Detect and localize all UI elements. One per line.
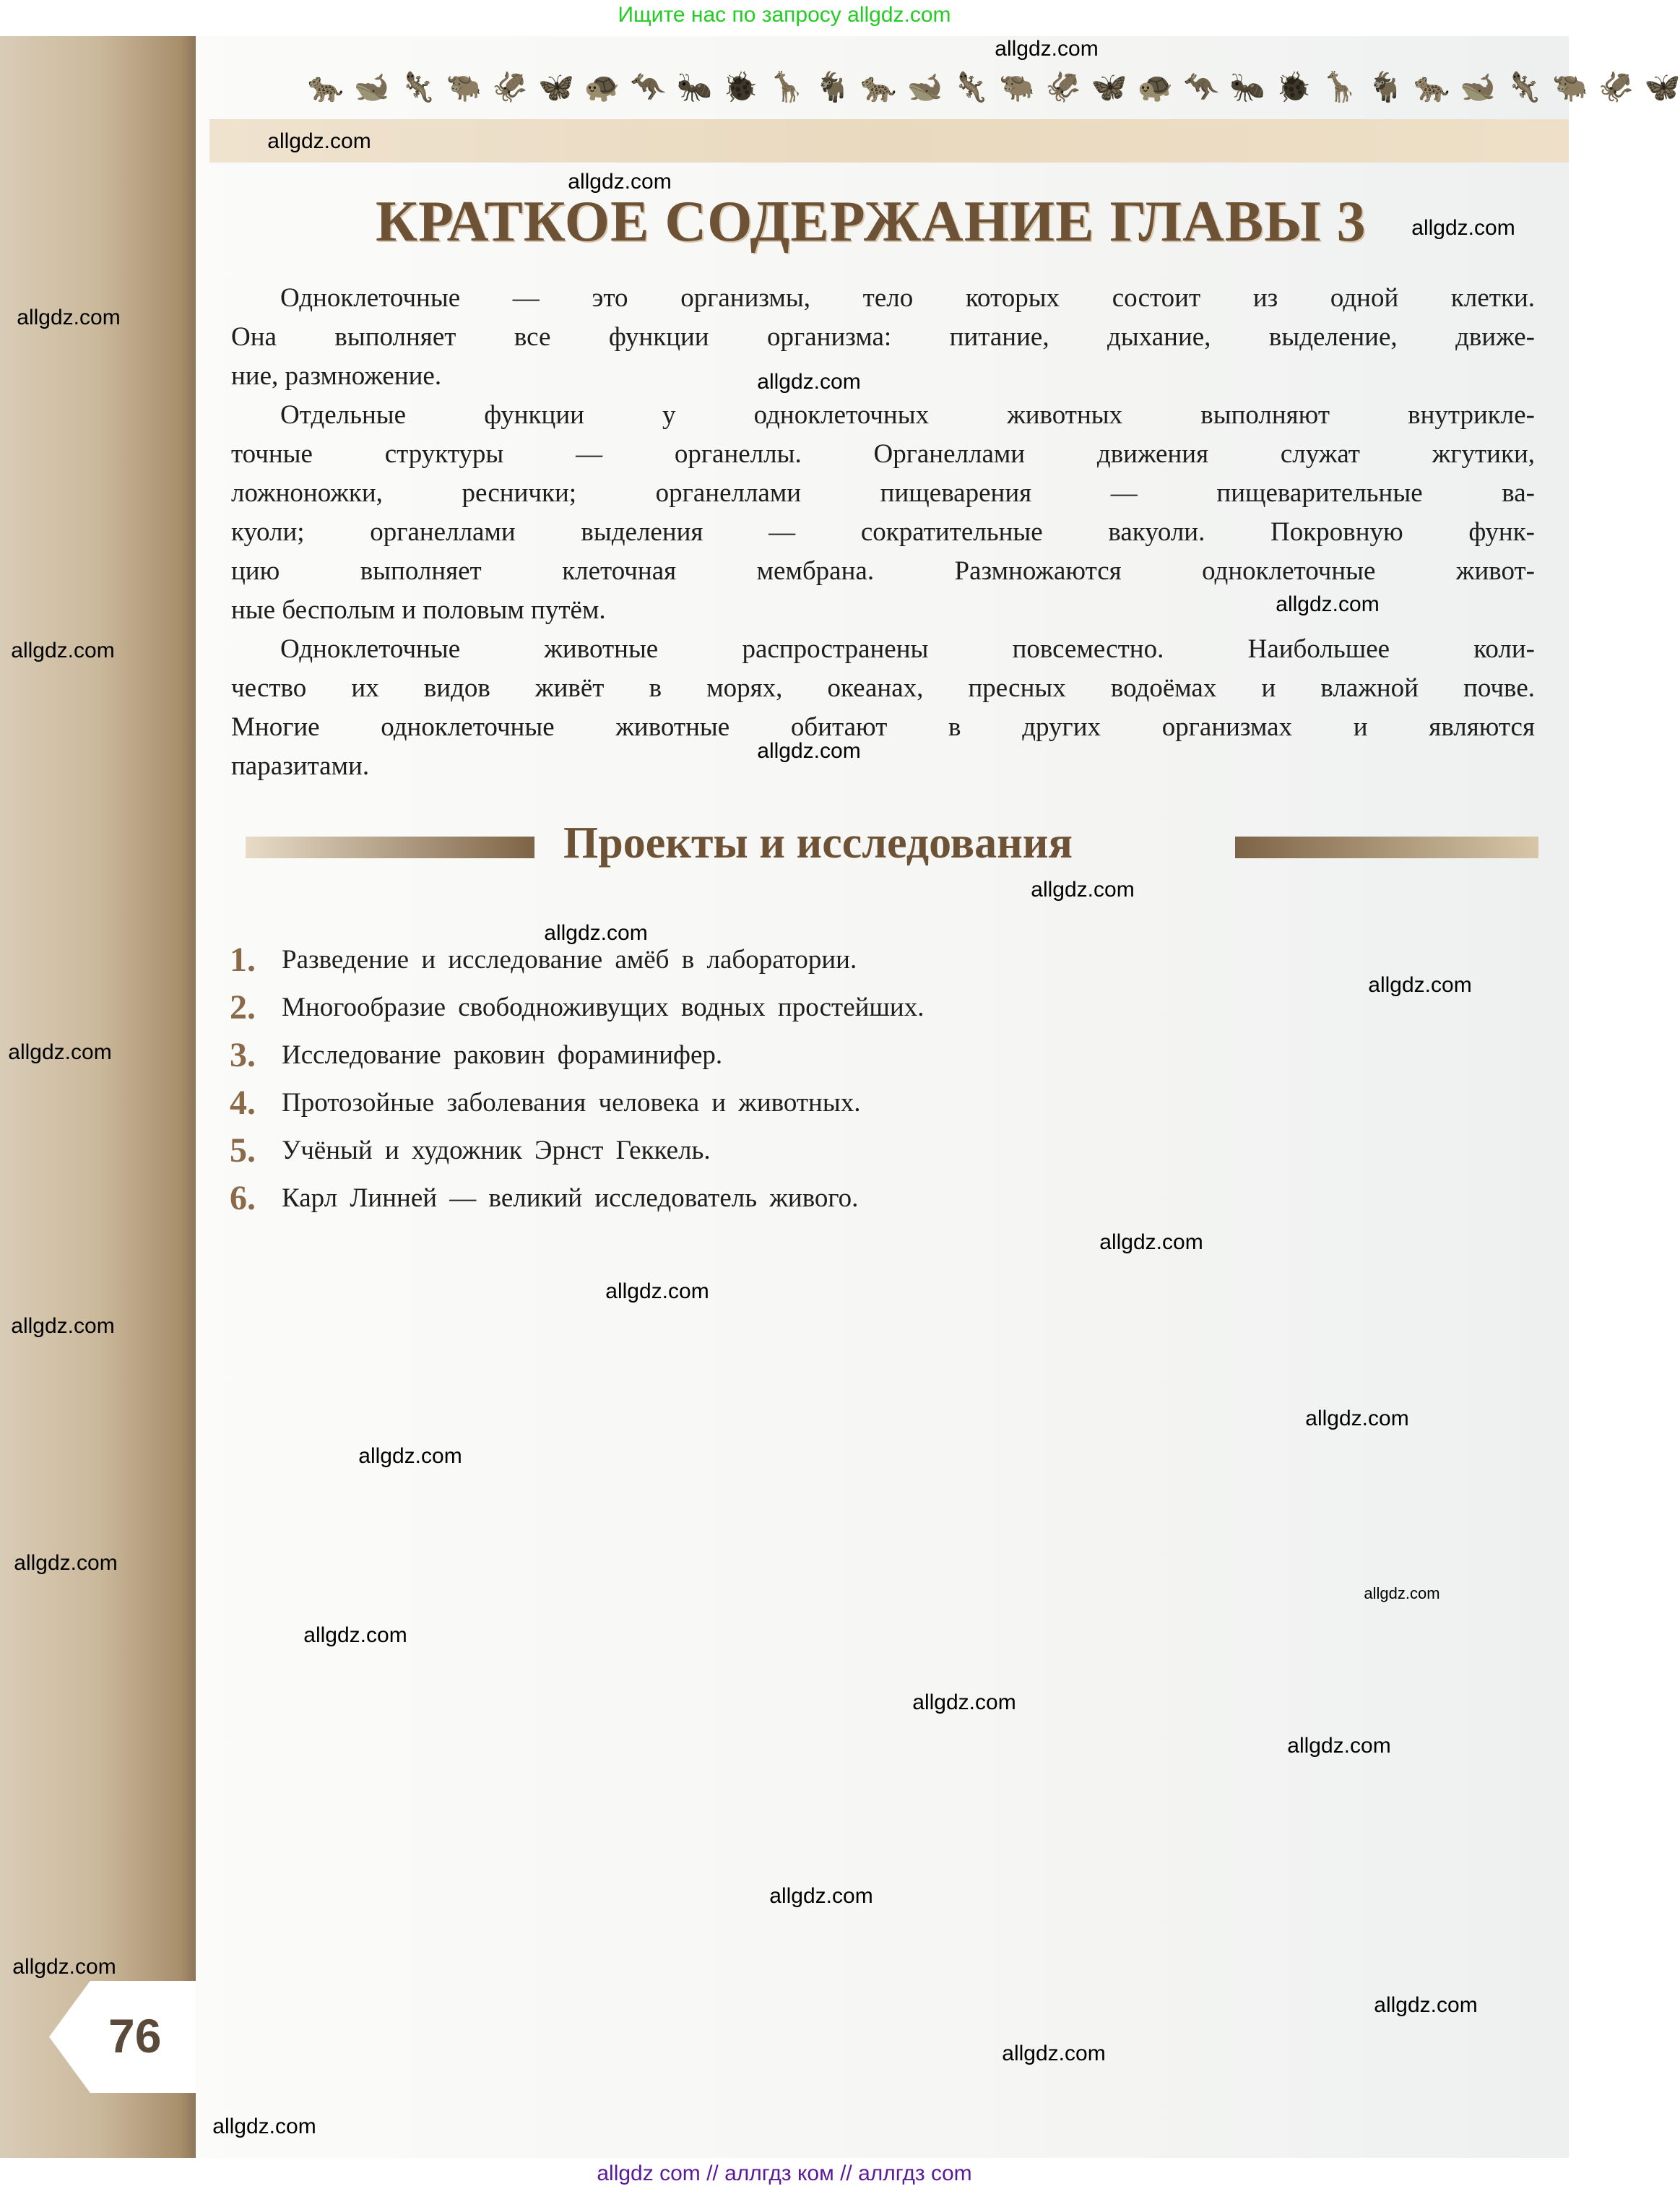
- watermark: allgdz.com: [1287, 1734, 1391, 1758]
- chapter-summary-title: КРАТКОЕ СОДЕРЖАНИЕ ГЛАВЫ 3: [376, 190, 1367, 254]
- text-line: точные структуры — органеллы. Органеллами движения служат жгутики,: [231, 439, 1535, 469]
- watermark: allgdz.com: [212, 2115, 316, 2138]
- animal-icon: 🦋: [1644, 71, 1680, 103]
- watermark: allgdz.com: [995, 37, 1099, 61]
- animal-icon: 🦎: [1506, 71, 1542, 103]
- watermark: allgdz.com: [757, 739, 861, 763]
- item-text: Многообразие свободноживущих водных простейших.: [282, 992, 925, 1022]
- text-line: Многие одноклеточные животные обитают в других организмах и являются: [231, 712, 1535, 742]
- decorative-bar: [1235, 837, 1538, 858]
- text-line: Одноклеточные — это организмы, тело которых состоит из одной клетки.: [280, 283, 1535, 313]
- watermark: allgdz.com: [1002, 2042, 1106, 2065]
- text-line: цию выполняет клеточная мембрана. Размножаются одноклеточные живот-: [231, 556, 1535, 586]
- text-line: куоли; органеллами выделения — сократительные вакуоли. Покровную функ-: [231, 517, 1535, 547]
- item-text: Учёный и художник Эрнст Геккель.: [282, 1135, 711, 1165]
- animal-icon: 🦘: [1183, 71, 1220, 103]
- watermark: allgdz.com: [12, 1955, 116, 1979]
- list-item: [230, 1079, 924, 1126]
- item-text: Протозойные заболевания человека и животных.: [282, 1087, 861, 1118]
- text-line: Она выполняет все функции организма: питание, дыхание, выделение, движе-: [231, 322, 1535, 352]
- page-margin-strip: [0, 36, 196, 2158]
- text-line: чество их видов живёт в морях, океанах, пресных водоёмах и влажной почве.: [231, 673, 1535, 703]
- text-line: ные бесполым и половым путём.: [231, 595, 606, 625]
- animal-icon: 🦋: [538, 71, 574, 103]
- item-number: 5.: [230, 1131, 256, 1170]
- animal-icon: 🦎: [953, 71, 990, 103]
- animal-icon: 🐃: [446, 71, 482, 103]
- watermark: allgdz.com: [1364, 1584, 1440, 1602]
- animal-icon: 🦘: [630, 71, 667, 103]
- bottom-links: allgdz com // аллгдз ком // аллгдз com: [597, 2161, 972, 2185]
- page-number: 76: [108, 2009, 162, 2063]
- text-line: паразитами.: [231, 751, 370, 781]
- watermark: allgdz.com: [1099, 1230, 1203, 1254]
- item-text: Разведение и исследование амёб в лаборатории.: [282, 944, 857, 975]
- watermark: allgdz.com: [912, 1690, 1016, 1714]
- watermark: allgdz.com: [11, 1314, 115, 1338]
- watermark: allgdz.com: [11, 639, 115, 662]
- text-line: ложноножки, реснички; органеллами пищеварения — пищеварительные ва-: [231, 478, 1535, 508]
- animal-icon: 🐐: [1367, 71, 1404, 103]
- item-text: Карл Линней — великий исследователь живого.: [282, 1183, 859, 1213]
- projects-list: [230, 936, 924, 1222]
- list-item: [230, 983, 924, 1031]
- item-number: 6.: [230, 1178, 256, 1217]
- watermark: allgdz.com: [303, 1623, 407, 1647]
- decorative-bar: [246, 837, 534, 858]
- text-line: Одноклеточные животные распространены повсеместно. Наибольшее коли-: [280, 634, 1535, 664]
- watermark: allgdz.com: [757, 370, 861, 394]
- animal-icon: 🦑: [1598, 71, 1634, 103]
- watermark: allgdz.com: [14, 1551, 118, 1575]
- animal-icon: 🐆: [860, 71, 897, 103]
- paragraph-1: [231, 279, 1535, 396]
- animal-icon: 🦑: [1045, 71, 1081, 103]
- animal-icon: 🐜: [1229, 71, 1266, 103]
- watermark: allgdz.com: [8, 1040, 112, 1064]
- list-item: [230, 1031, 924, 1079]
- watermark: allgdz.com: [568, 170, 672, 194]
- animal-icon: 🐢: [1137, 71, 1174, 103]
- watermark: allgdz.com: [1276, 592, 1380, 616]
- animal-icon: 🦒: [1321, 71, 1358, 103]
- watermark: allgdz.com: [17, 306, 121, 329]
- watermark: allgdz.com: [1031, 878, 1135, 902]
- animal-icon: 🐐: [814, 71, 851, 103]
- animal-icon: 🐋: [1460, 71, 1497, 103]
- item-number: 3.: [230, 1035, 256, 1074]
- header-band: [209, 119, 1569, 163]
- watermark: allgdz.com: [358, 1444, 462, 1468]
- watermark: allgdz.com: [1305, 1407, 1409, 1430]
- animal-icon: 🐃: [999, 71, 1035, 103]
- watermark: allgdz.com: [1374, 1993, 1478, 2017]
- animal-icon: 🦋: [1091, 71, 1127, 103]
- watermark: allgdz.com: [544, 921, 648, 945]
- text-line: Отдельные функции у одноклеточных животных выполняют внутрикле-: [280, 400, 1535, 430]
- watermark: allgdz.com: [267, 129, 371, 153]
- animal-icon: 🐆: [1413, 71, 1450, 103]
- item-number: 2.: [230, 988, 256, 1027]
- paragraph-3: [231, 630, 1535, 786]
- item-text: Исследование раковин фораминифер.: [282, 1040, 723, 1070]
- animal-icon: 🐞: [722, 71, 759, 103]
- item-number: 4.: [230, 1083, 256, 1122]
- search-hint: Ищите нас по запросу allgdz.com: [618, 3, 951, 27]
- animal-icon: 🦎: [399, 71, 436, 103]
- list-item: [230, 1126, 924, 1174]
- list-item: [230, 1174, 924, 1222]
- item-number: 1.: [230, 940, 256, 979]
- animal-icon: 🐜: [676, 71, 713, 103]
- animal-icon: 🐋: [353, 71, 390, 103]
- animal-icon: 🐢: [584, 71, 620, 103]
- animal-icon: 🐞: [1276, 71, 1312, 103]
- projects-title: Проекты и исследования: [563, 819, 1073, 868]
- animal-icon: 🐆: [308, 71, 344, 103]
- animal-icon: 🦒: [768, 71, 805, 103]
- animal-frieze: [308, 70, 1680, 105]
- watermark: allgdz.com: [1368, 973, 1472, 997]
- animal-icon: 🐃: [1551, 71, 1588, 103]
- watermark: allgdz.com: [605, 1279, 709, 1303]
- projects-heading: [246, 819, 1538, 870]
- animal-icon: 🦑: [492, 71, 529, 103]
- watermark: allgdz.com: [769, 1884, 873, 1908]
- animal-icon: 🐋: [906, 71, 943, 103]
- text-line: ние, размножение.: [231, 361, 442, 391]
- watermark: allgdz.com: [1411, 216, 1515, 240]
